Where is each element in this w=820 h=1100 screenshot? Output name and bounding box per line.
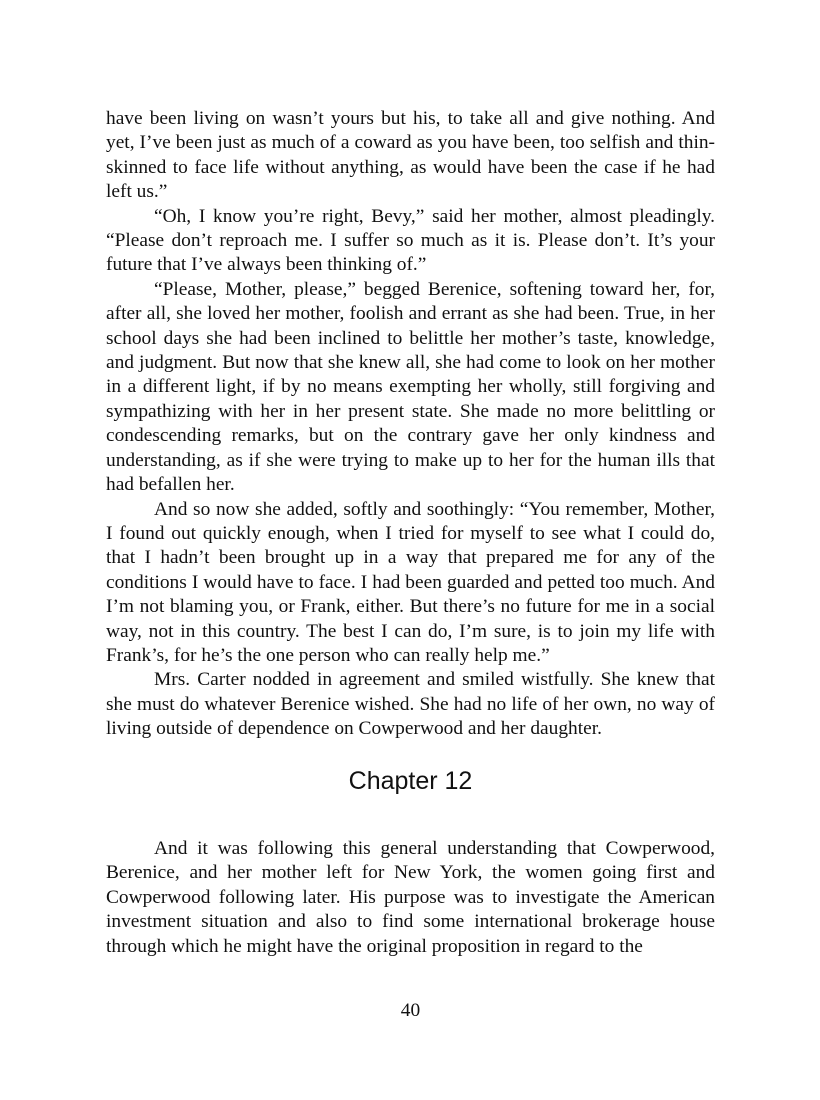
paragraph: “Oh, I know you’re right, Bevy,” said her mother, almost pleadingly. “Please don’t reproach me. I suffer so much as it is. Please don’t. It’s your future that I’ve always been thinking of.” [106,205,715,276]
paragraph: Mrs. Carter nodded in agreement and smiled wistfully. She knew that she must do whatever Berenice wished. She had no life of her own, no way of living outside of dependence on Cowperwood and her daughter. [106,669,715,740]
text-block-before-chapter [106,107,715,742]
paragraph: And so now she added, softly and soothingly: “You remember, Mother, I found out quickly enough, when I tried for myself to see what I could do, that I hadn’t been brought up in a way that prepared me for any of the conditions I would have to face. I had been guarded and petted too much. And I’m not blaming you, or Frank, either. But there’s no future for me in a social way, not in this country. The best I can do, I’m sure, is to join my life with Frank’s, for he’s the one person who can really help me.” [106,498,715,666]
paragraph-continued: have been living on wasn’t yours but his, to take all and give nothing. And yet, I’ve been just as much of a coward as you have been, too selfish and thin-skinned to face life without anything, as would have been the case if he had left us.” [106,108,715,203]
paragraph: And it was following this general understanding that Cowperwood, Berenice, and her mother left for New York, the women going first and Cowperwood following later. His purpose was to investigate the American investment situation and also to find some international brokerage house through which he might have the original proposition in regard to the [106,838,715,957]
chapter-heading: Chapter 12 [348,767,473,795]
paragraph: “Please, Mother, please,” begged Berenice, softening toward her, for, after all, she loved her mother, foolish and errant as she had been. True, in her school days she had been inclined to belittle her mother’s taste, knowledge, and judgment. But now that she knew all, she had come to look on her mother in a different light, if by no means exempting her wholly, still forgiving and sympathizing with her in her present state. She made no more belittling or condescending remarks, but on the contrary gave her only kindness and understanding, as if she were trying to make up to her for the human ills that had befallen her. [106,278,715,496]
page-number: 40 [400,1000,421,1021]
text-block-after-chapter [106,837,715,959]
